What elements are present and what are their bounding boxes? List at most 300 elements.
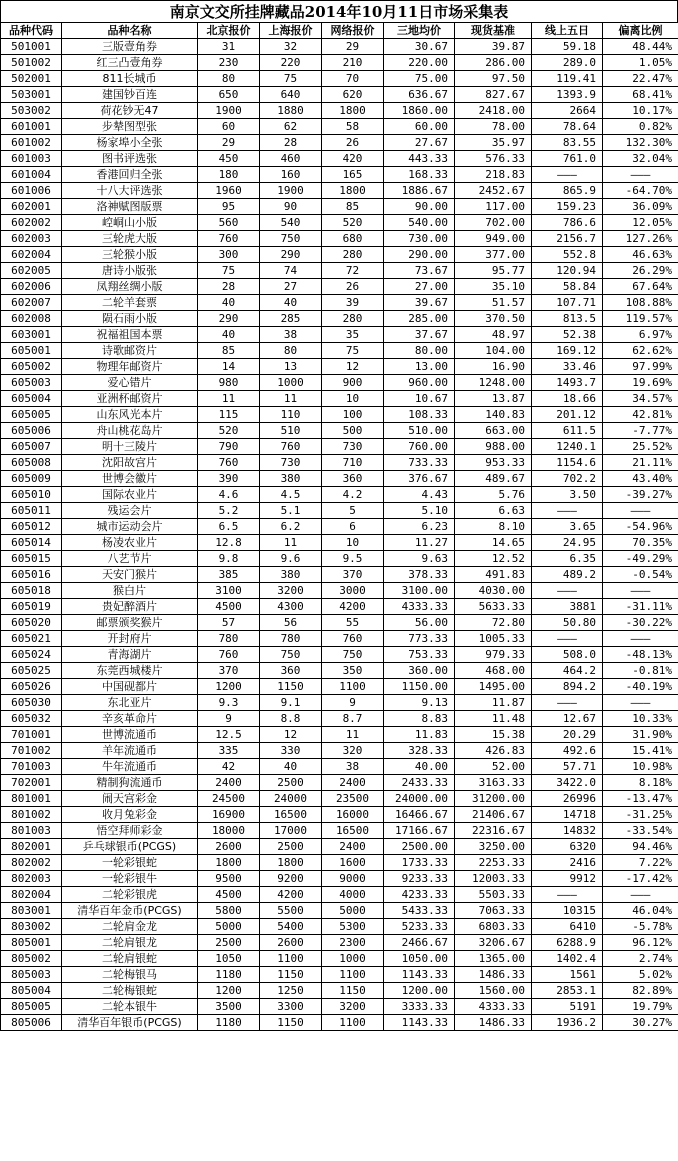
cell-beijing: 11 [198, 391, 260, 407]
cell-code: 701002 [1, 743, 62, 759]
cell-beijing: 4500 [198, 887, 260, 903]
cell-avg: 1860.00 [384, 103, 455, 119]
cell-beijing: 1960 [198, 183, 260, 199]
cell-beijing: 4.6 [198, 487, 260, 503]
cell-shanghai: 9.6 [260, 551, 322, 567]
cell-deviation: 19.69% [603, 375, 678, 391]
cell-name: 牛年流通币 [62, 759, 198, 775]
cell-beijing: 9500 [198, 871, 260, 887]
cell-avg: 328.33 [384, 743, 455, 759]
cell-spot: 11.87 [455, 695, 532, 711]
cell-5day: 3.50 [532, 487, 603, 503]
cell-spot: 16.90 [455, 359, 532, 375]
cell-name: 羊年流通币 [62, 743, 198, 759]
cell-code: 805002 [1, 951, 62, 967]
cell-code: 605032 [1, 711, 62, 727]
cell-beijing: 16900 [198, 807, 260, 823]
cell-online: 320 [322, 743, 384, 759]
cell-deviation: ——— [603, 695, 678, 711]
cell-name: 东北亚片 [62, 695, 198, 711]
cell-spot: 979.33 [455, 647, 532, 663]
cell-code: 601004 [1, 167, 62, 183]
cell-deviation: ——— [603, 503, 678, 519]
cell-code: 501002 [1, 55, 62, 71]
cell-online: 5 [322, 503, 384, 519]
cell-code: 501001 [1, 39, 62, 55]
cell-online: 1800 [322, 103, 384, 119]
cell-code: 605004 [1, 391, 62, 407]
cell-5day: 18.66 [532, 391, 603, 407]
cell-5day: 6410 [532, 919, 603, 935]
cell-beijing: 2400 [198, 775, 260, 791]
cell-5day: 489.2 [532, 567, 603, 583]
cell-name: 舟山桃花岛片 [62, 423, 198, 439]
cell-code: 805001 [1, 935, 62, 951]
cell-shanghai: 38 [260, 327, 322, 343]
cell-deviation: 1.05% [603, 55, 678, 71]
cell-name: 建国钞百连 [62, 87, 198, 103]
cell-spot: 5.76 [455, 487, 532, 503]
cell-5day: ——— [532, 167, 603, 183]
cell-spot: 117.00 [455, 199, 532, 215]
cell-5day: 289.0 [532, 55, 603, 71]
cell-shanghai: 40 [260, 759, 322, 775]
cell-5day: 10315 [532, 903, 603, 919]
cell-deviation: 46.63% [603, 247, 678, 263]
cell-beijing: 1900 [198, 103, 260, 119]
cell-spot: 11.48 [455, 711, 532, 727]
table-row [1, 199, 678, 215]
cell-deviation: 2.74% [603, 951, 678, 967]
cell-beijing: 5000 [198, 919, 260, 935]
cell-beijing: 390 [198, 471, 260, 487]
cell-code: 602006 [1, 279, 62, 295]
cell-avg: 1733.33 [384, 855, 455, 871]
table-row [1, 231, 678, 247]
header-5day: 线上五日 [532, 23, 603, 39]
cell-spot: 377.00 [455, 247, 532, 263]
cell-code: 805004 [1, 983, 62, 999]
cell-beijing: 5800 [198, 903, 260, 919]
table-row [1, 295, 678, 311]
cell-name: 二轮梅银马 [62, 967, 198, 983]
cell-code: 605026 [1, 679, 62, 695]
cell-code: 602001 [1, 199, 62, 215]
table-row [1, 823, 678, 839]
cell-online: 6 [322, 519, 384, 535]
cell-shanghai: 510 [260, 423, 322, 439]
cell-online: 4000 [322, 887, 384, 903]
cell-avg: 4.43 [384, 487, 455, 503]
cell-deviation: -13.47% [603, 791, 678, 807]
cell-5day: 50.80 [532, 615, 603, 631]
cell-shanghai: 460 [260, 151, 322, 167]
cell-avg: 11.83 [384, 727, 455, 743]
cell-beijing: 1180 [198, 1015, 260, 1031]
cell-name: 荷花钞无47 [62, 103, 198, 119]
cell-name: 国际农业片 [62, 487, 198, 503]
cell-5day: 813.5 [532, 311, 603, 327]
cell-avg: 80.00 [384, 343, 455, 359]
table-row [1, 743, 678, 759]
cell-online: 1600 [322, 855, 384, 871]
cell-online: 360 [322, 471, 384, 487]
cell-beijing: 40 [198, 327, 260, 343]
cell-online: 9.5 [322, 551, 384, 567]
cell-5day: 2416 [532, 855, 603, 871]
header-online: 网络报价 [322, 23, 384, 39]
cell-deviation: -49.29% [603, 551, 678, 567]
cell-avg: 1886.67 [384, 183, 455, 199]
cell-deviation: -31.25% [603, 807, 678, 823]
cell-avg: 510.00 [384, 423, 455, 439]
cell-5day: 1154.6 [532, 455, 603, 471]
table-row [1, 759, 678, 775]
cell-5day: 865.9 [532, 183, 603, 199]
cell-shanghai: 4300 [260, 599, 322, 615]
table-row [1, 455, 678, 471]
cell-deviation: -39.27% [603, 487, 678, 503]
cell-name: 邮票颁奖猴片 [62, 615, 198, 631]
cell-5day: 3881 [532, 599, 603, 615]
cell-spot: 1365.00 [455, 951, 532, 967]
table-row [1, 839, 678, 855]
cell-online: 55 [322, 615, 384, 631]
cell-code: 802001 [1, 839, 62, 855]
cell-avg: 17166.67 [384, 823, 455, 839]
cell-name: 亚洲杯邮资片 [62, 391, 198, 407]
table-row [1, 983, 678, 999]
cell-deviation: 67.64% [603, 279, 678, 295]
cell-shanghai: 24000 [260, 791, 322, 807]
cell-5day: 26996 [532, 791, 603, 807]
cell-spot: 8.10 [455, 519, 532, 535]
cell-beijing: 3100 [198, 583, 260, 599]
header-shanghai: 上海报价 [260, 23, 322, 39]
table-row [1, 519, 678, 535]
cell-beijing: 790 [198, 439, 260, 455]
cell-5day: 52.38 [532, 327, 603, 343]
cell-online: 75 [322, 343, 384, 359]
cell-spot: 35.97 [455, 135, 532, 151]
cell-online: 500 [322, 423, 384, 439]
cell-name: 物理年邮资片 [62, 359, 198, 375]
cell-online: 58 [322, 119, 384, 135]
table-row [1, 631, 678, 647]
cell-beijing: 980 [198, 375, 260, 391]
cell-5day: 5191 [532, 999, 603, 1015]
cell-spot: 2253.33 [455, 855, 532, 871]
cell-spot: 5633.33 [455, 599, 532, 615]
cell-deviation: 34.57% [603, 391, 678, 407]
cell-deviation: 32.04% [603, 151, 678, 167]
cell-name: 猴白片 [62, 583, 198, 599]
cell-name: 诗歌邮资片 [62, 343, 198, 359]
cell-online: 35 [322, 327, 384, 343]
cell-avg: 73.67 [384, 263, 455, 279]
cell-online: 2300 [322, 935, 384, 951]
cell-shanghai: 1800 [260, 855, 322, 871]
cell-beijing: 95 [198, 199, 260, 215]
cell-spot: 5503.33 [455, 887, 532, 903]
cell-5day: 552.8 [532, 247, 603, 263]
cell-avg: 1050.00 [384, 951, 455, 967]
cell-online: 900 [322, 375, 384, 391]
cell-spot: 12003.33 [455, 871, 532, 887]
cell-shanghai: 360 [260, 663, 322, 679]
cell-5day: 33.46 [532, 359, 603, 375]
cell-5day: 1936.2 [532, 1015, 603, 1031]
cell-avg: 443.33 [384, 151, 455, 167]
table-row [1, 583, 678, 599]
cell-beijing: 31 [198, 39, 260, 55]
cell-shanghai: 17000 [260, 823, 322, 839]
cell-avg: 90.00 [384, 199, 455, 215]
cell-deviation: 15.41% [603, 743, 678, 759]
cell-code: 605018 [1, 583, 62, 599]
cell-code: 605005 [1, 407, 62, 423]
cell-name: 三轮虎大版 [62, 231, 198, 247]
cell-spot: 22316.67 [455, 823, 532, 839]
cell-name: 乒乓球银币(PCGS) [62, 839, 198, 855]
cell-spot: 51.57 [455, 295, 532, 311]
table-row [1, 247, 678, 263]
cell-name: 陨石雨小版 [62, 311, 198, 327]
cell-shanghai: 56 [260, 615, 322, 631]
cell-code: 602005 [1, 263, 62, 279]
cell-deviation: -0.81% [603, 663, 678, 679]
table-row [1, 567, 678, 583]
cell-5day: 78.64 [532, 119, 603, 135]
cell-code: 503001 [1, 87, 62, 103]
table-row [1, 103, 678, 119]
cell-deviation: 26.29% [603, 263, 678, 279]
cell-5day: 14832 [532, 823, 603, 839]
cell-spot: 489.67 [455, 471, 532, 487]
cell-spot: 6803.33 [455, 919, 532, 935]
cell-name: 洛神赋图版票 [62, 199, 198, 215]
cell-beijing: 760 [198, 647, 260, 663]
cell-spot: 491.83 [455, 567, 532, 583]
cell-deviation: ——— [603, 583, 678, 599]
cell-beijing: 180 [198, 167, 260, 183]
cell-name: 红三凸壹角券 [62, 55, 198, 71]
cell-beijing: 42 [198, 759, 260, 775]
cell-online: 1100 [322, 1015, 384, 1031]
cell-name: 沈阳故宫片 [62, 455, 198, 471]
cell-shanghai: 9200 [260, 871, 322, 887]
cell-name: 二轮彩银虎 [62, 887, 198, 903]
cell-5day: 3422.0 [532, 775, 603, 791]
cell-code: 605016 [1, 567, 62, 583]
table-row [1, 119, 678, 135]
cell-shanghai: 1250 [260, 983, 322, 999]
cell-code: 801003 [1, 823, 62, 839]
cell-shanghai: 3300 [260, 999, 322, 1015]
cell-name: 二轮肩金龙 [62, 919, 198, 935]
cell-avg: 168.33 [384, 167, 455, 183]
cell-code: 605003 [1, 375, 62, 391]
cell-spot: 702.00 [455, 215, 532, 231]
cell-shanghai: 11 [260, 391, 322, 407]
cell-deviation: 0.82% [603, 119, 678, 135]
cell-avg: 760.00 [384, 439, 455, 455]
table-row [1, 711, 678, 727]
cell-code: 701003 [1, 759, 62, 775]
cell-avg: 27.67 [384, 135, 455, 151]
cell-shanghai: 730 [260, 455, 322, 471]
cell-5day: 1402.4 [532, 951, 603, 967]
cell-spot: 78.00 [455, 119, 532, 135]
cell-deviation: 62.62% [603, 343, 678, 359]
table-row [1, 471, 678, 487]
cell-5day: 6288.9 [532, 935, 603, 951]
cell-5day: 1393.9 [532, 87, 603, 103]
cell-online: 16500 [322, 823, 384, 839]
cell-name: 中国砚都片 [62, 679, 198, 695]
cell-code: 802002 [1, 855, 62, 871]
table-row [1, 679, 678, 695]
cell-code: 605007 [1, 439, 62, 455]
cell-online: 280 [322, 311, 384, 327]
cell-shanghai: 1150 [260, 679, 322, 695]
cell-spot: 827.67 [455, 87, 532, 103]
table-row [1, 1015, 678, 1031]
cell-avg: 40.00 [384, 759, 455, 775]
cell-deviation: 36.09% [603, 199, 678, 215]
cell-avg: 37.67 [384, 327, 455, 343]
cell-beijing: 560 [198, 215, 260, 231]
cell-5day: 611.5 [532, 423, 603, 439]
cell-online: 280 [322, 247, 384, 263]
cell-spot: 2452.67 [455, 183, 532, 199]
cell-online: 2400 [322, 839, 384, 855]
cell-name: 东莞西城楼片 [62, 663, 198, 679]
cell-code: 602008 [1, 311, 62, 327]
cell-deviation: 19.79% [603, 999, 678, 1015]
cell-code: 805006 [1, 1015, 62, 1031]
cell-deviation: -48.13% [603, 647, 678, 663]
cell-online: 100 [322, 407, 384, 423]
cell-avg: 1143.33 [384, 967, 455, 983]
cell-online: 10 [322, 391, 384, 407]
cell-code: 802003 [1, 871, 62, 887]
table-row [1, 71, 678, 87]
cell-online: 38 [322, 759, 384, 775]
cell-avg: 2466.67 [384, 935, 455, 951]
cell-avg: 39.67 [384, 295, 455, 311]
cell-name: 残运会片 [62, 503, 198, 519]
cell-5day: 120.94 [532, 263, 603, 279]
cell-beijing: 1200 [198, 983, 260, 999]
table-row [1, 263, 678, 279]
cell-deviation: 25.52% [603, 439, 678, 455]
cell-deviation: 46.04% [603, 903, 678, 919]
table-row [1, 215, 678, 231]
cell-online: 26 [322, 135, 384, 151]
cell-online: 520 [322, 215, 384, 231]
cell-deviation: 7.22% [603, 855, 678, 871]
cell-avg: 753.33 [384, 647, 455, 663]
cell-name: 三轮猴小版 [62, 247, 198, 263]
cell-code: 605006 [1, 423, 62, 439]
cell-5day: ——— [532, 583, 603, 599]
cell-deviation: 30.27% [603, 1015, 678, 1031]
cell-shanghai: 3200 [260, 583, 322, 599]
cell-beijing: 60 [198, 119, 260, 135]
cell-spot: 286.00 [455, 55, 532, 71]
cell-name: 唐诗小版张 [62, 263, 198, 279]
cell-beijing: 4500 [198, 599, 260, 615]
cell-avg: 220.00 [384, 55, 455, 71]
cell-online: 620 [322, 87, 384, 103]
cell-beijing: 370 [198, 663, 260, 679]
cell-name: 十八大评选张 [62, 183, 198, 199]
cell-spot: 3250.00 [455, 839, 532, 855]
cell-spot: 3163.33 [455, 775, 532, 791]
cell-name: 二轮肩银龙 [62, 935, 198, 951]
table-row [1, 391, 678, 407]
cell-beijing: 57 [198, 615, 260, 631]
cell-shanghai: 13 [260, 359, 322, 375]
cell-beijing: 6.5 [198, 519, 260, 535]
cell-online: 70 [322, 71, 384, 87]
cell-deviation: 31.90% [603, 727, 678, 743]
cell-beijing: 450 [198, 151, 260, 167]
cell-deviation: ——— [603, 167, 678, 183]
cell-avg: 285.00 [384, 311, 455, 327]
cell-name: 城市运动会片 [62, 519, 198, 535]
cell-online: 10 [322, 535, 384, 551]
cell-avg: 290.00 [384, 247, 455, 263]
cell-beijing: 2600 [198, 839, 260, 855]
cell-shanghai: 380 [260, 471, 322, 487]
cell-spot: 35.10 [455, 279, 532, 295]
cell-name: 青海湖片 [62, 647, 198, 663]
cell-online: 1150 [322, 983, 384, 999]
cell-beijing: 2500 [198, 935, 260, 951]
cell-beijing: 5.2 [198, 503, 260, 519]
cell-deviation: -33.54% [603, 823, 678, 839]
table-row [1, 807, 678, 823]
cell-beijing: 230 [198, 55, 260, 71]
cell-shanghai: 640 [260, 87, 322, 103]
cell-5day: 159.23 [532, 199, 603, 215]
cell-spot: 48.97 [455, 327, 532, 343]
cell-shanghai: 220 [260, 55, 322, 71]
cell-online: 29 [322, 39, 384, 55]
table-row [1, 999, 678, 1015]
cell-5day: 201.12 [532, 407, 603, 423]
cell-name: 一轮彩银蛇 [62, 855, 198, 871]
header-code: 品种代码 [1, 23, 62, 39]
cell-beijing: 9.8 [198, 551, 260, 567]
header-avg: 三地均价 [384, 23, 455, 39]
cell-name: 闹天宫彩金 [62, 791, 198, 807]
cell-shanghai: 5400 [260, 919, 322, 935]
cell-5day: 24.95 [532, 535, 603, 551]
cell-beijing: 14 [198, 359, 260, 375]
cell-spot: 4333.33 [455, 999, 532, 1015]
cell-spot: 576.33 [455, 151, 532, 167]
cell-name: 明十三陵片 [62, 439, 198, 455]
cell-spot: 1005.33 [455, 631, 532, 647]
cell-avg: 733.33 [384, 455, 455, 471]
cell-beijing: 12.8 [198, 535, 260, 551]
cell-name: 清华百年银币(PCGS) [62, 1015, 198, 1031]
cell-beijing: 520 [198, 423, 260, 439]
cell-beijing: 780 [198, 631, 260, 647]
